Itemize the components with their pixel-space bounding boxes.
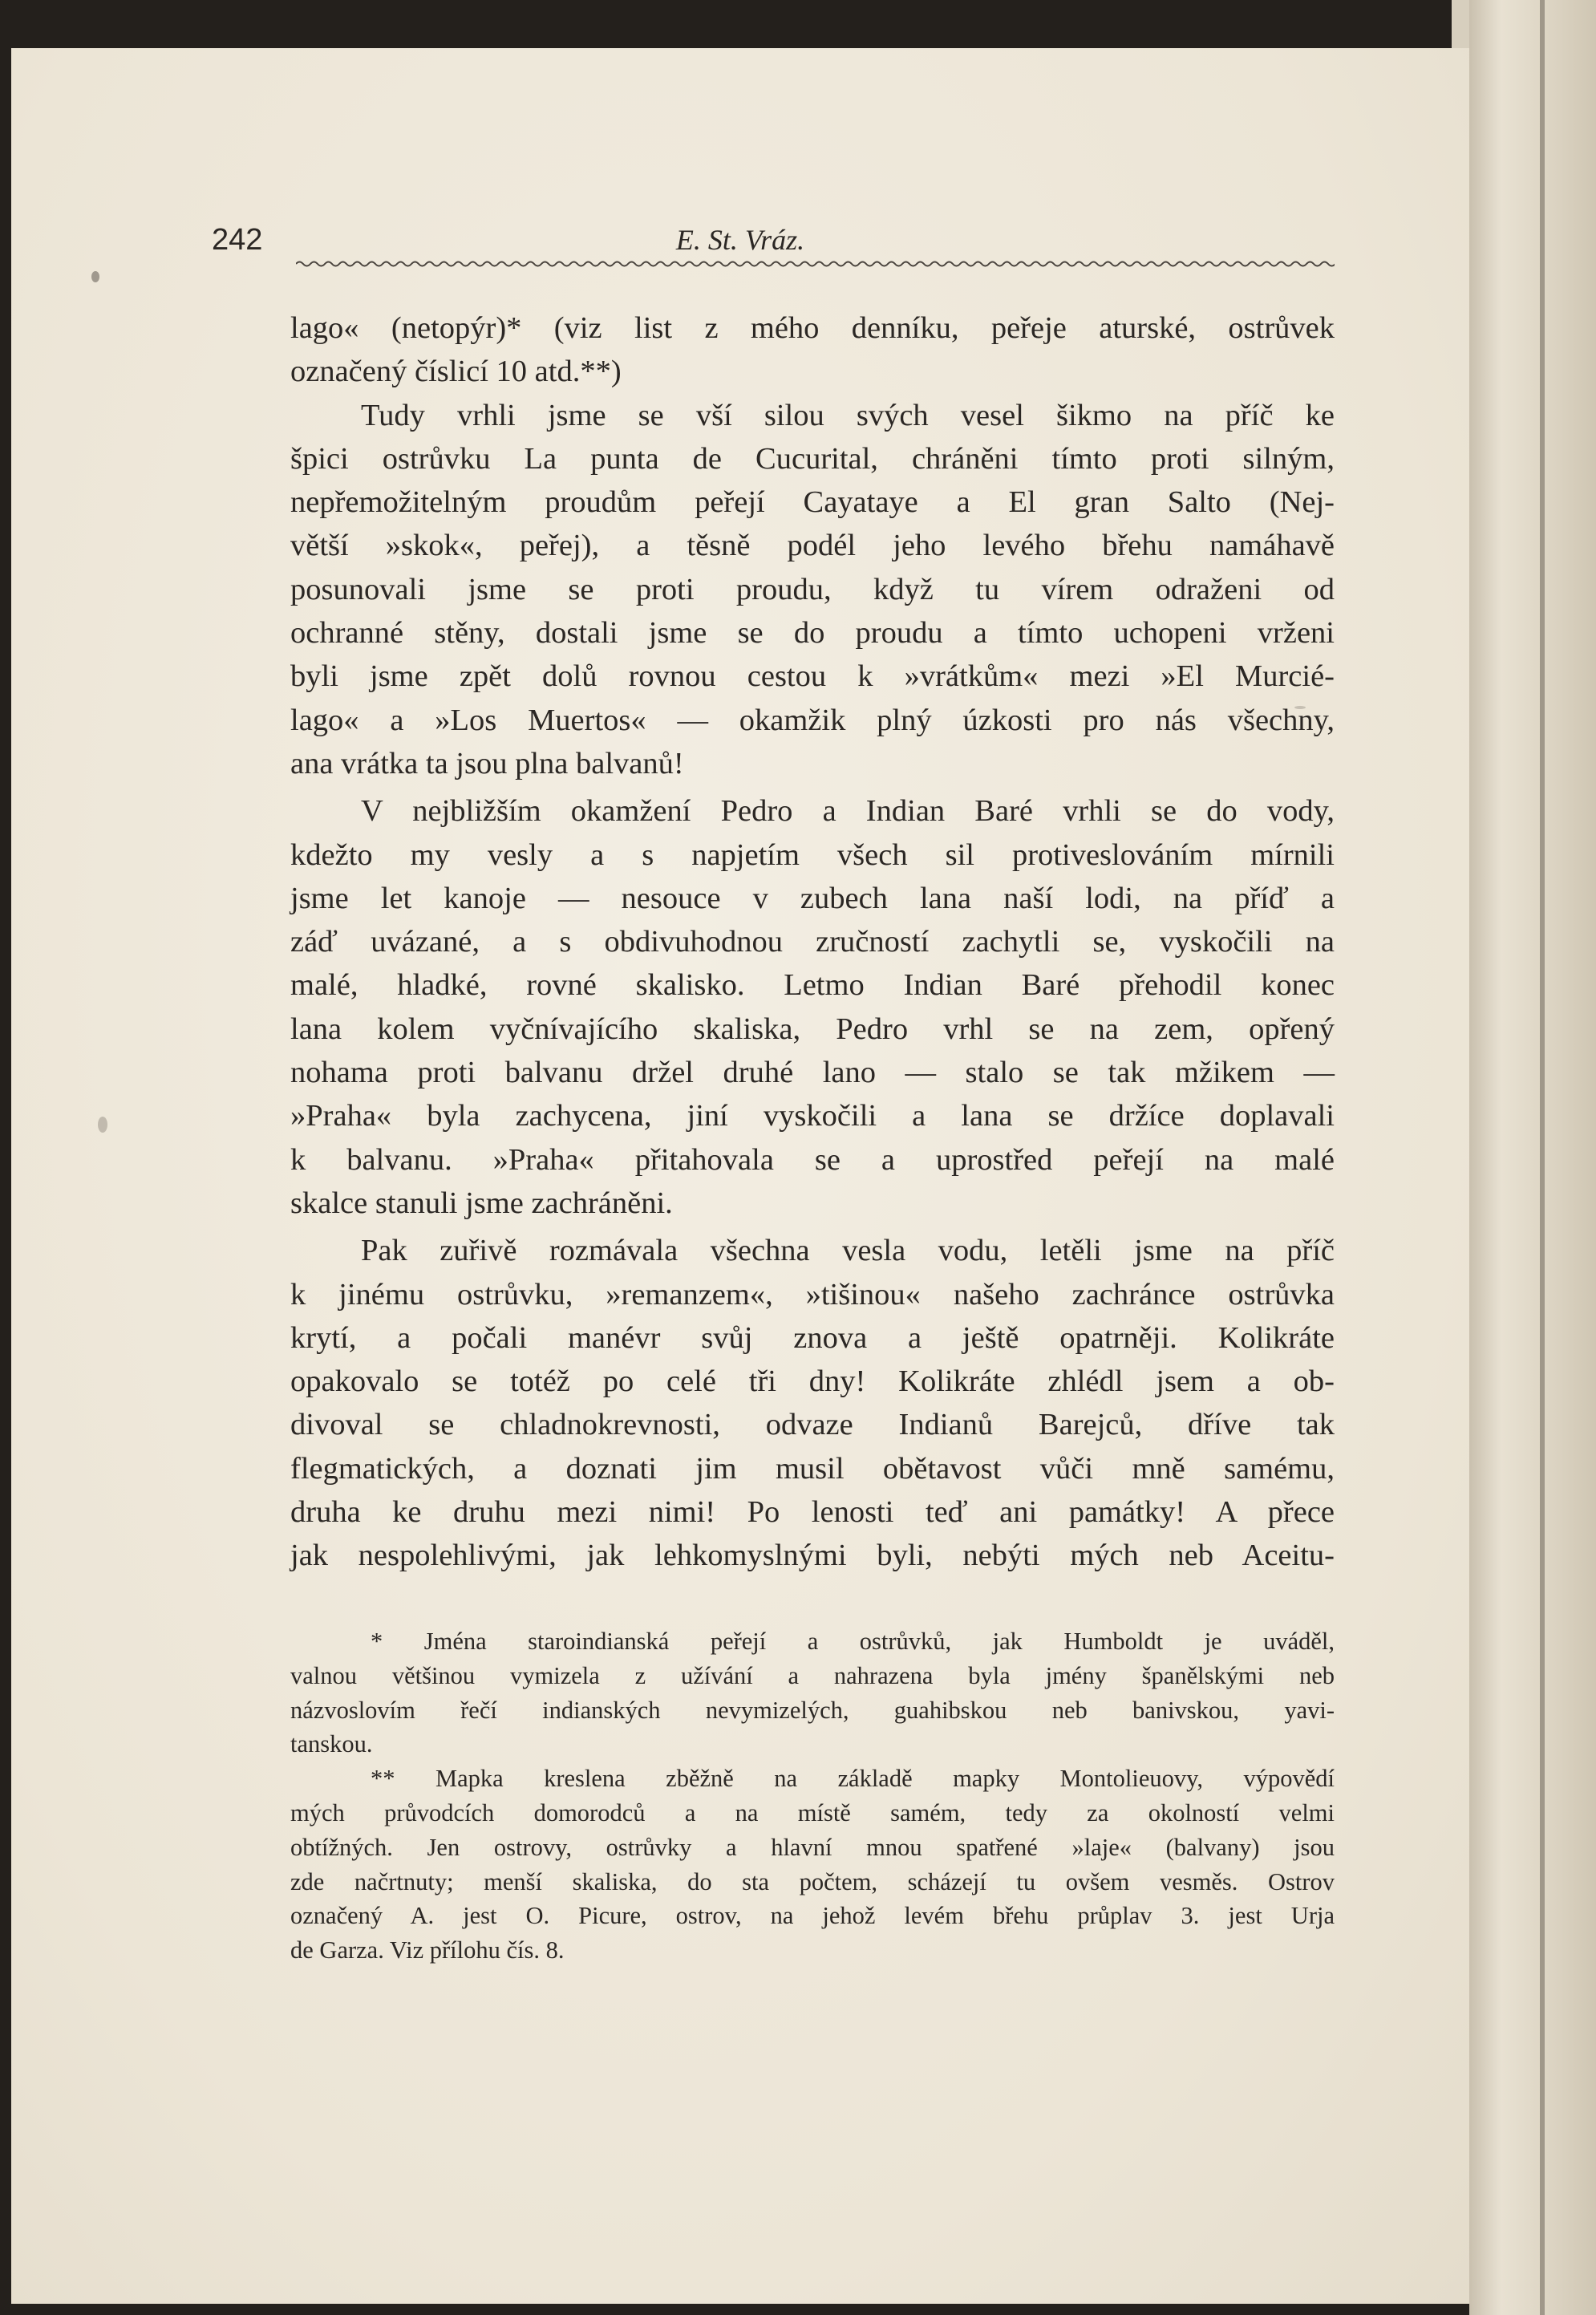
footnote-line: názvoslovím řečí indianských nevymizelých, guahibskou neb banivskou, yavi- xyxy=(290,1696,1335,1724)
body-line: nohama proti balvanu držel druhé lano — stalo se tak mžikem — xyxy=(290,1056,1335,1090)
body-line: V nejbližším okamžení Pedro a Indian Baré vrhli se do vody, xyxy=(361,794,1335,829)
footnote-line: mých průvodcích domorodců a na místě samém, tedy za okolností velmi xyxy=(290,1798,1335,1826)
footnote-line: obtížných. Jen ostrovy, ostrůvky a hlavní mnou spatřené »laje« (balvany) jsou xyxy=(290,1833,1335,1861)
footnote-line: označený A. jest O. Picure, ostrov, na jehož levém břehu průplav 3. jest Urja xyxy=(290,1902,1335,1930)
body-line: lana kolem vyčnívajícího skaliska, Pedro vrhl se na zem, opřený xyxy=(290,1012,1335,1046)
body-line: kdežto my vesly a s napjetím všech sil protiveslováním mírnili xyxy=(290,837,1335,872)
wavy-rule-line xyxy=(296,262,1335,266)
body-line: k jinému ostrůvku, »remanzem«, »tišinou« našeho zachránce ostrůvka xyxy=(290,1277,1335,1312)
body-line: záď uvázané, a s obdivuhodnou zručností zachytli se, vyskočili na xyxy=(290,925,1335,959)
running-head: E. St. Vráz. xyxy=(675,224,805,256)
footnote-line: ** Mapka kreslena zběžně na základě mapky Montolieuovy, výpovědí xyxy=(371,1765,1335,1793)
decorative-wavy-rule xyxy=(296,258,1335,270)
body-line: krytí, a počali manévr svůj znova a ještě opatrněji. Kolikráte xyxy=(290,1320,1335,1355)
body-line: k balvanu. »Praha« přitahovala se a uprostřed peřejí na malé xyxy=(290,1142,1335,1177)
footnotes xyxy=(290,1624,1335,1968)
body-line: jsme let kanoje — nesouce v zubech lana naší lodi, na příď a xyxy=(290,881,1335,915)
body-line: nepřemožitelným proudům peřejí Cayataye a El gran Salto (Nej- xyxy=(290,485,1335,520)
body-line: Tudy vrhli jsme se vší silou svých vesel šikmo na příč ke xyxy=(361,398,1335,432)
page-gutter-shadow xyxy=(1540,0,1545,2315)
body-line: Pak zuřivě rozmávala všechna vesla vodu, letěli jsme na příč xyxy=(361,1234,1335,1268)
body-line: »Praha« byla zachycena, jiní vyskočili a lana se držíce doplavali xyxy=(290,1099,1335,1133)
body-line: posunovali jsme se proti proudu, když tu vírem odraženi od xyxy=(290,572,1335,606)
body-line: označený číslicí 10 atd.**) xyxy=(290,355,622,389)
body-line: větší »skok«, peřej), a těsně podél jeho levého břehu namáhavě xyxy=(290,529,1335,563)
body-line: lago« a »Los Muertos« — okamžik plný úzkosti pro nás všechny, xyxy=(290,703,1335,737)
body-line: divoval se chladnokrevnosti, odvaze Indianů Barejců, dříve tak xyxy=(290,1408,1335,1442)
page-number: 242 xyxy=(212,223,263,257)
body-line: malé, hladké, rovné skalisko. Letmo Indian Baré přehodil konec xyxy=(290,968,1335,1003)
body-text xyxy=(290,306,1335,1578)
paper-speck xyxy=(98,1117,107,1133)
body-line: ana vrátka ta jsou plna balvanů! xyxy=(290,746,684,780)
footnote-line: zde načrtnuty; menší skaliska, do sta počtem, scházejí tu ovšem vesměs. Ostrov xyxy=(290,1867,1335,1895)
body-line: ochranné stěny, dostali jsme se do proudu a tímto uchopeni vrženi xyxy=(290,616,1335,651)
paper-speck xyxy=(1294,706,1306,709)
footnote-line: * Jména staroindianská peřejí a ostrůvků, jak Humboldt je uváděl, xyxy=(371,1628,1335,1655)
body-line: skalce stanuli jsme zachráněni. xyxy=(290,1186,673,1220)
footnote-line: valnou většinou vymizela z užívání a nahrazena byla jmény španělskými neb xyxy=(290,1661,1335,1689)
body-line: flegmatických, a doznati jim musil obětavost vůči mně samému, xyxy=(290,1451,1335,1486)
footnote-line: de Garza. Viz přílohu čís. 8. xyxy=(290,1936,565,1964)
body-line: lago« (netopýr)* (viz list z mého denníku, peřeje aturské, ostrůvek xyxy=(290,311,1335,345)
body-line: byli jsme zpět dolů rovnou cestou k »vrátkům« mezi »El Murcié- xyxy=(290,659,1335,694)
body-line: špici ostrůvku La punta de Cucurital, chráněni tímto proti silným, xyxy=(290,441,1335,476)
paper-speck xyxy=(91,271,99,282)
book-page xyxy=(11,48,1469,2304)
body-line: druha ke druhu mezi nimi! Po lenosti teď ani památky! A přece xyxy=(290,1495,1335,1530)
body-line: jak nespolehlivými, jak lehkomyslnými byli, nebýti mých neb Aceitu- xyxy=(290,1539,1335,1573)
footnote-line: tanskou. xyxy=(290,1730,373,1758)
adjacent-page-edge xyxy=(1469,0,1596,2315)
body-line: opakovalo se totéž po celé tři dny! Kolikráte zhlédl jsem a ob- xyxy=(290,1364,1335,1399)
